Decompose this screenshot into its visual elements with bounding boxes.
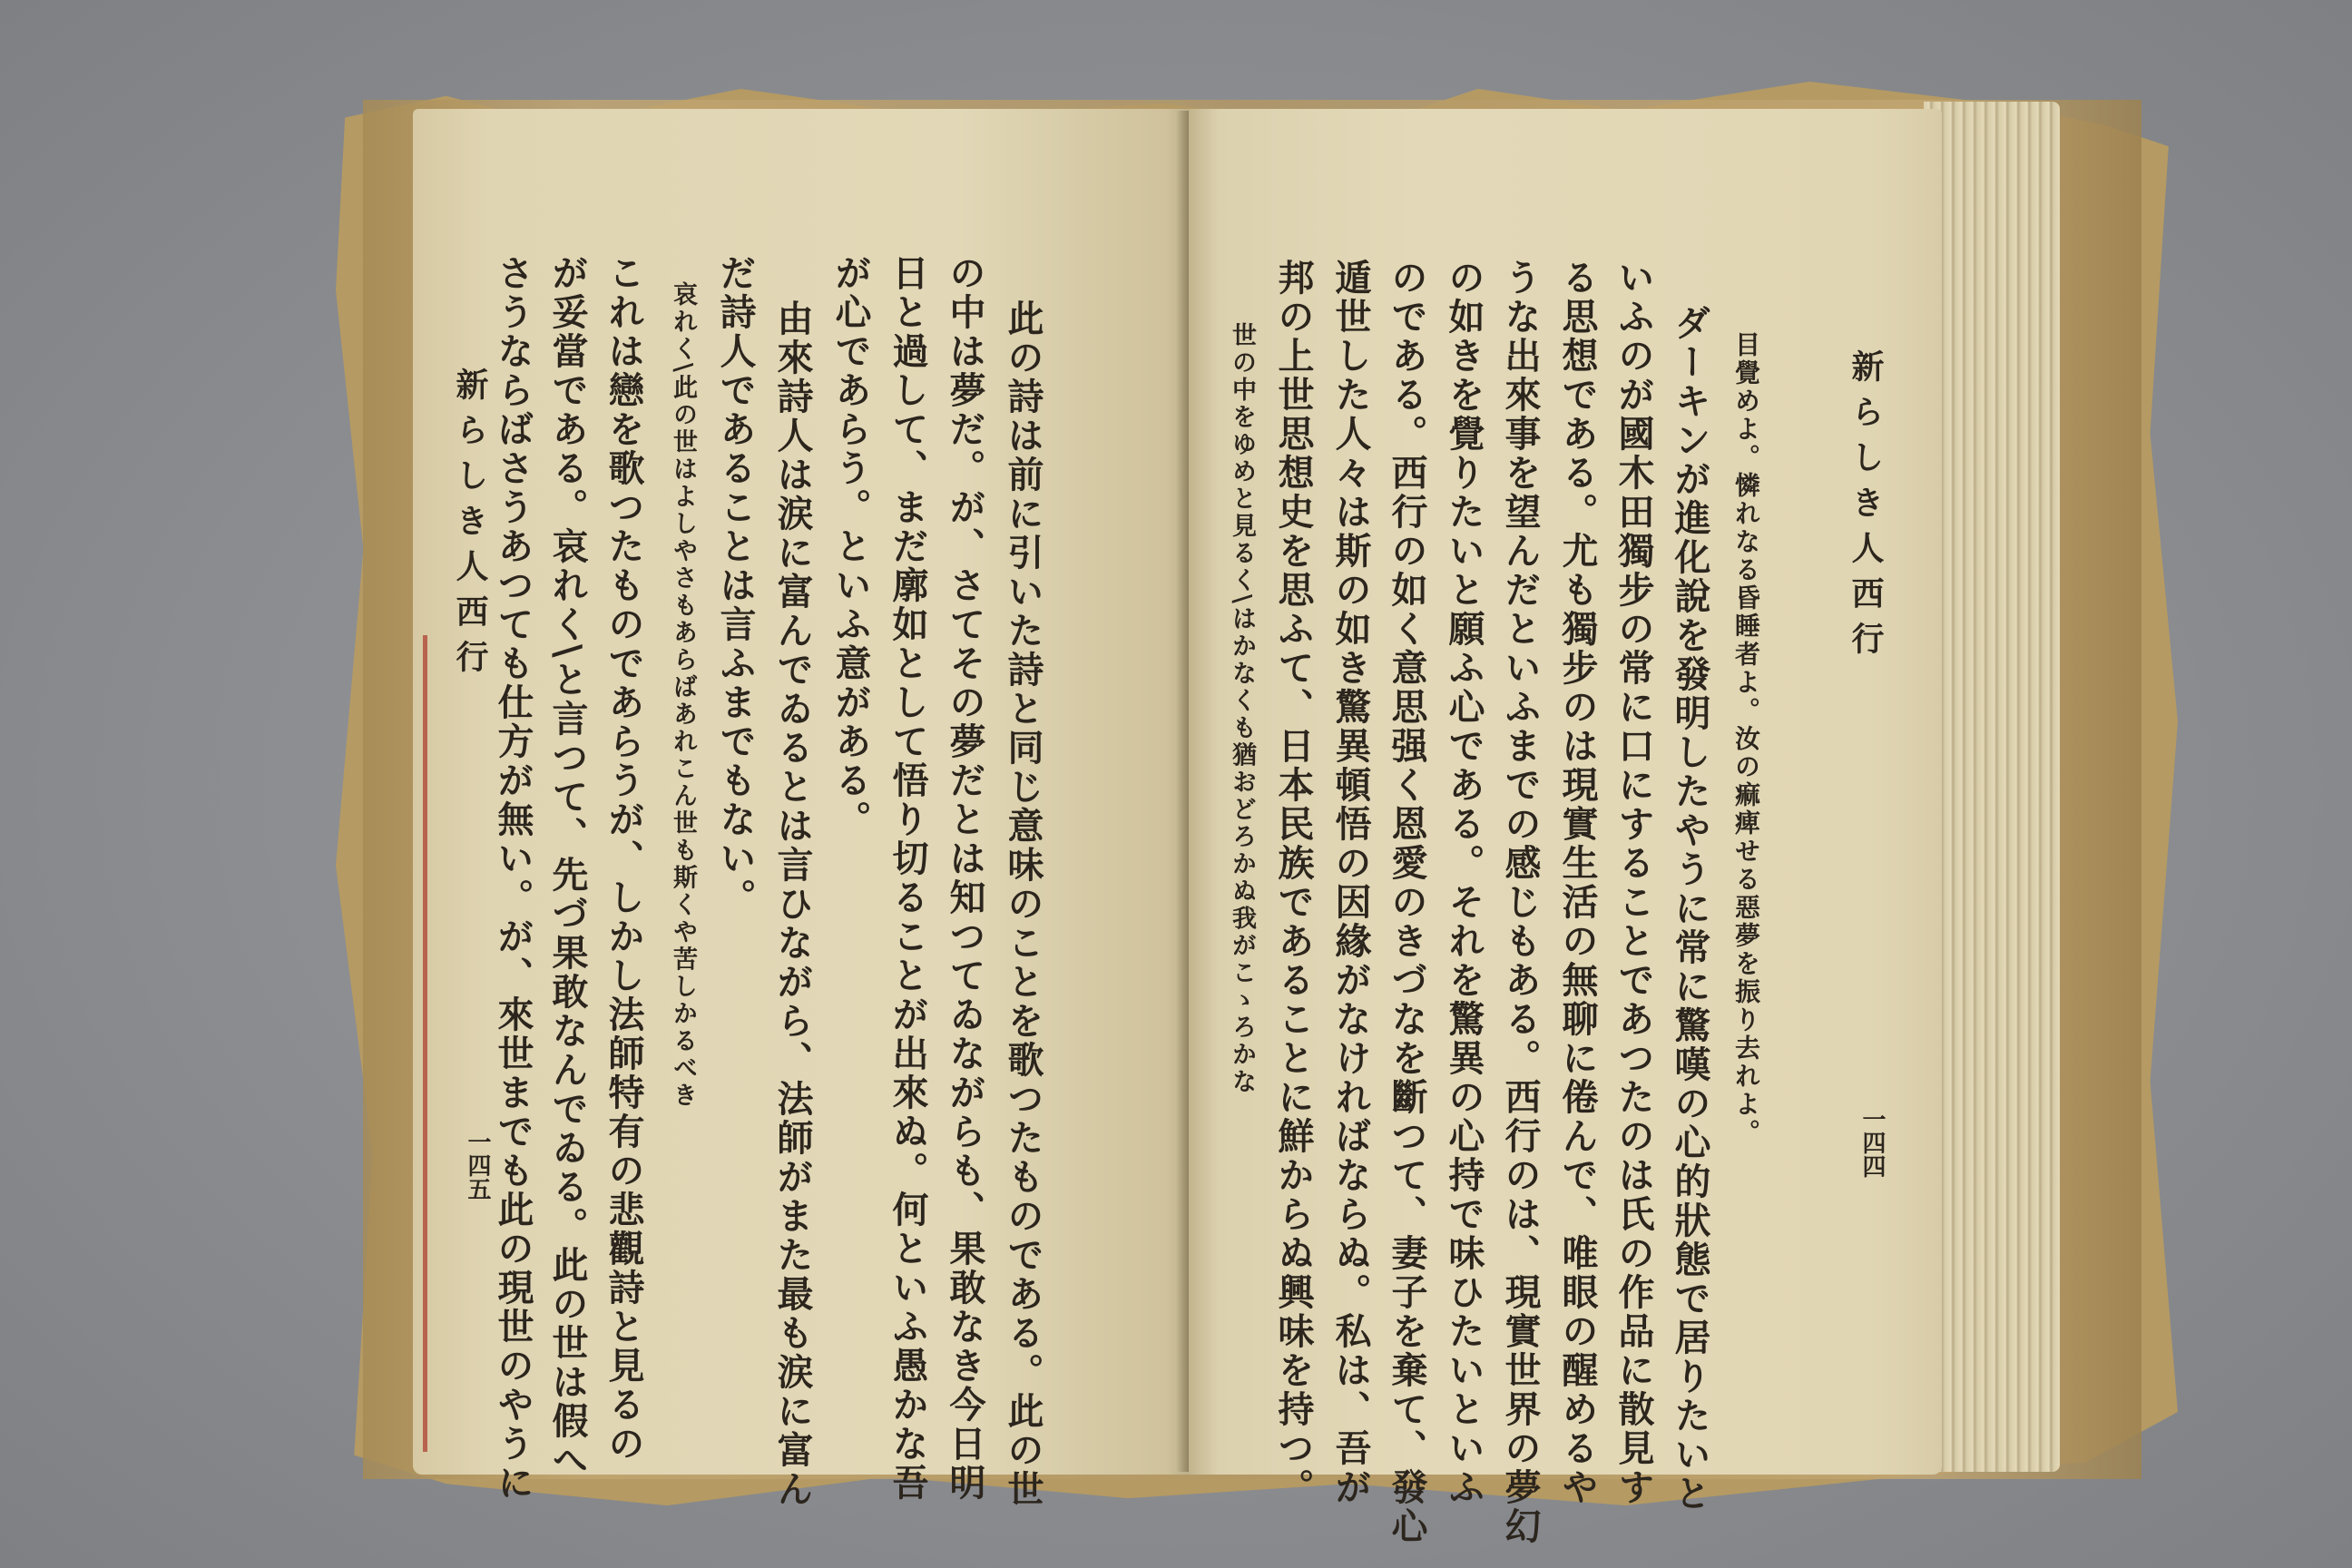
left-page-number: 一四五	[464, 1130, 491, 1200]
right-text-column: ダーキンが進化說を發明したやうに常に驚嘆の心的狀態で居りたいと	[1669, 304, 1711, 1514]
red-spine-edge	[423, 635, 427, 1452]
right-text-column: のである。西行の如く意思强く恩愛のきづなを斷つて、妻子を棄て、發心	[1386, 259, 1428, 1546]
left-text-column: 日と過して、まだ廓如として悟り切ることが出來ぬ。何といふ愚かな吾	[887, 254, 929, 1503]
left-text-column: これは戀を歌つたものであらうが、しかし法師特有の悲觀詩と見るの	[603, 254, 645, 1464]
left-text-column: 由來詩人は涙に富んでゐるとは言ひながら、法師がまた最も涙に富ん	[771, 299, 814, 1509]
left-running-header: 新らしき人西行	[451, 368, 489, 685]
right-text-column: うな出來事を望んだといふまでの感じもある。西行のは、現實世界の夢幻	[1499, 259, 1542, 1546]
left-text-column: だ詩人であることは言ふまでもない。	[714, 254, 757, 917]
right-text-column: 遁世した人々は斯の如き驚異頓悟の因緣がなければならぬ。私は、吾が	[1329, 259, 1372, 1507]
right-text-column: る思想である。尤も獨步のは現實生活の無聊に倦んで、唯眼の醒めるや	[1556, 259, 1599, 1507]
right-epigraph-column: 目覺めよ。憐れなる昏睡者よ。汝の痲痺せる惡夢を振り去れよ。	[1731, 331, 1761, 1147]
left-text-column: 此の詩は前に引いた詩と同じ意味のことを歌つたものである。此の世	[1002, 299, 1044, 1509]
left-text-column: の中は夢だ。が、さてその夢だとは知つてゐながらも、果敢なき今日明	[944, 254, 986, 1503]
right-text-column: いふのが國木田獨步の常に口にすることであつたのは氏の作品に散見す	[1612, 259, 1655, 1507]
page-edge-stack	[1924, 102, 2060, 1472]
left-page	[413, 109, 1189, 1509]
right-running-header: 新らしき人西行	[1847, 349, 1885, 667]
left-text-column: が心であらう。といふ意がある。	[829, 254, 872, 839]
left-text-column: さうならばさうあつても仕方が無い。が、來世までも此の現世のやうに	[492, 254, 534, 1503]
right-page	[1189, 109, 1942, 1546]
left-text-column: が妥當である。哀れく\と言つて、先づ果敢なんでゐる。此の世は假へ	[546, 254, 589, 1480]
left-poem-column: 哀れく\此の世はよしやさもあらばあれこん世も斯くや苦しかるべき	[669, 281, 697, 1110]
right-poem-column: 世の中をゆめと見るく\はかなくも猶おどろかぬ我がこゝろかな	[1228, 322, 1256, 1096]
right-text-column: の如きを覺りたいと願ふ心である。それを驚異の心持で味ひたいといふ	[1443, 259, 1485, 1507]
right-text-column: 邦の上世思想史を思ふて、日本民族であることに鮮からぬ興味を持つ。	[1272, 259, 1315, 1507]
right-page-number: 一四四	[1858, 1107, 1886, 1178]
